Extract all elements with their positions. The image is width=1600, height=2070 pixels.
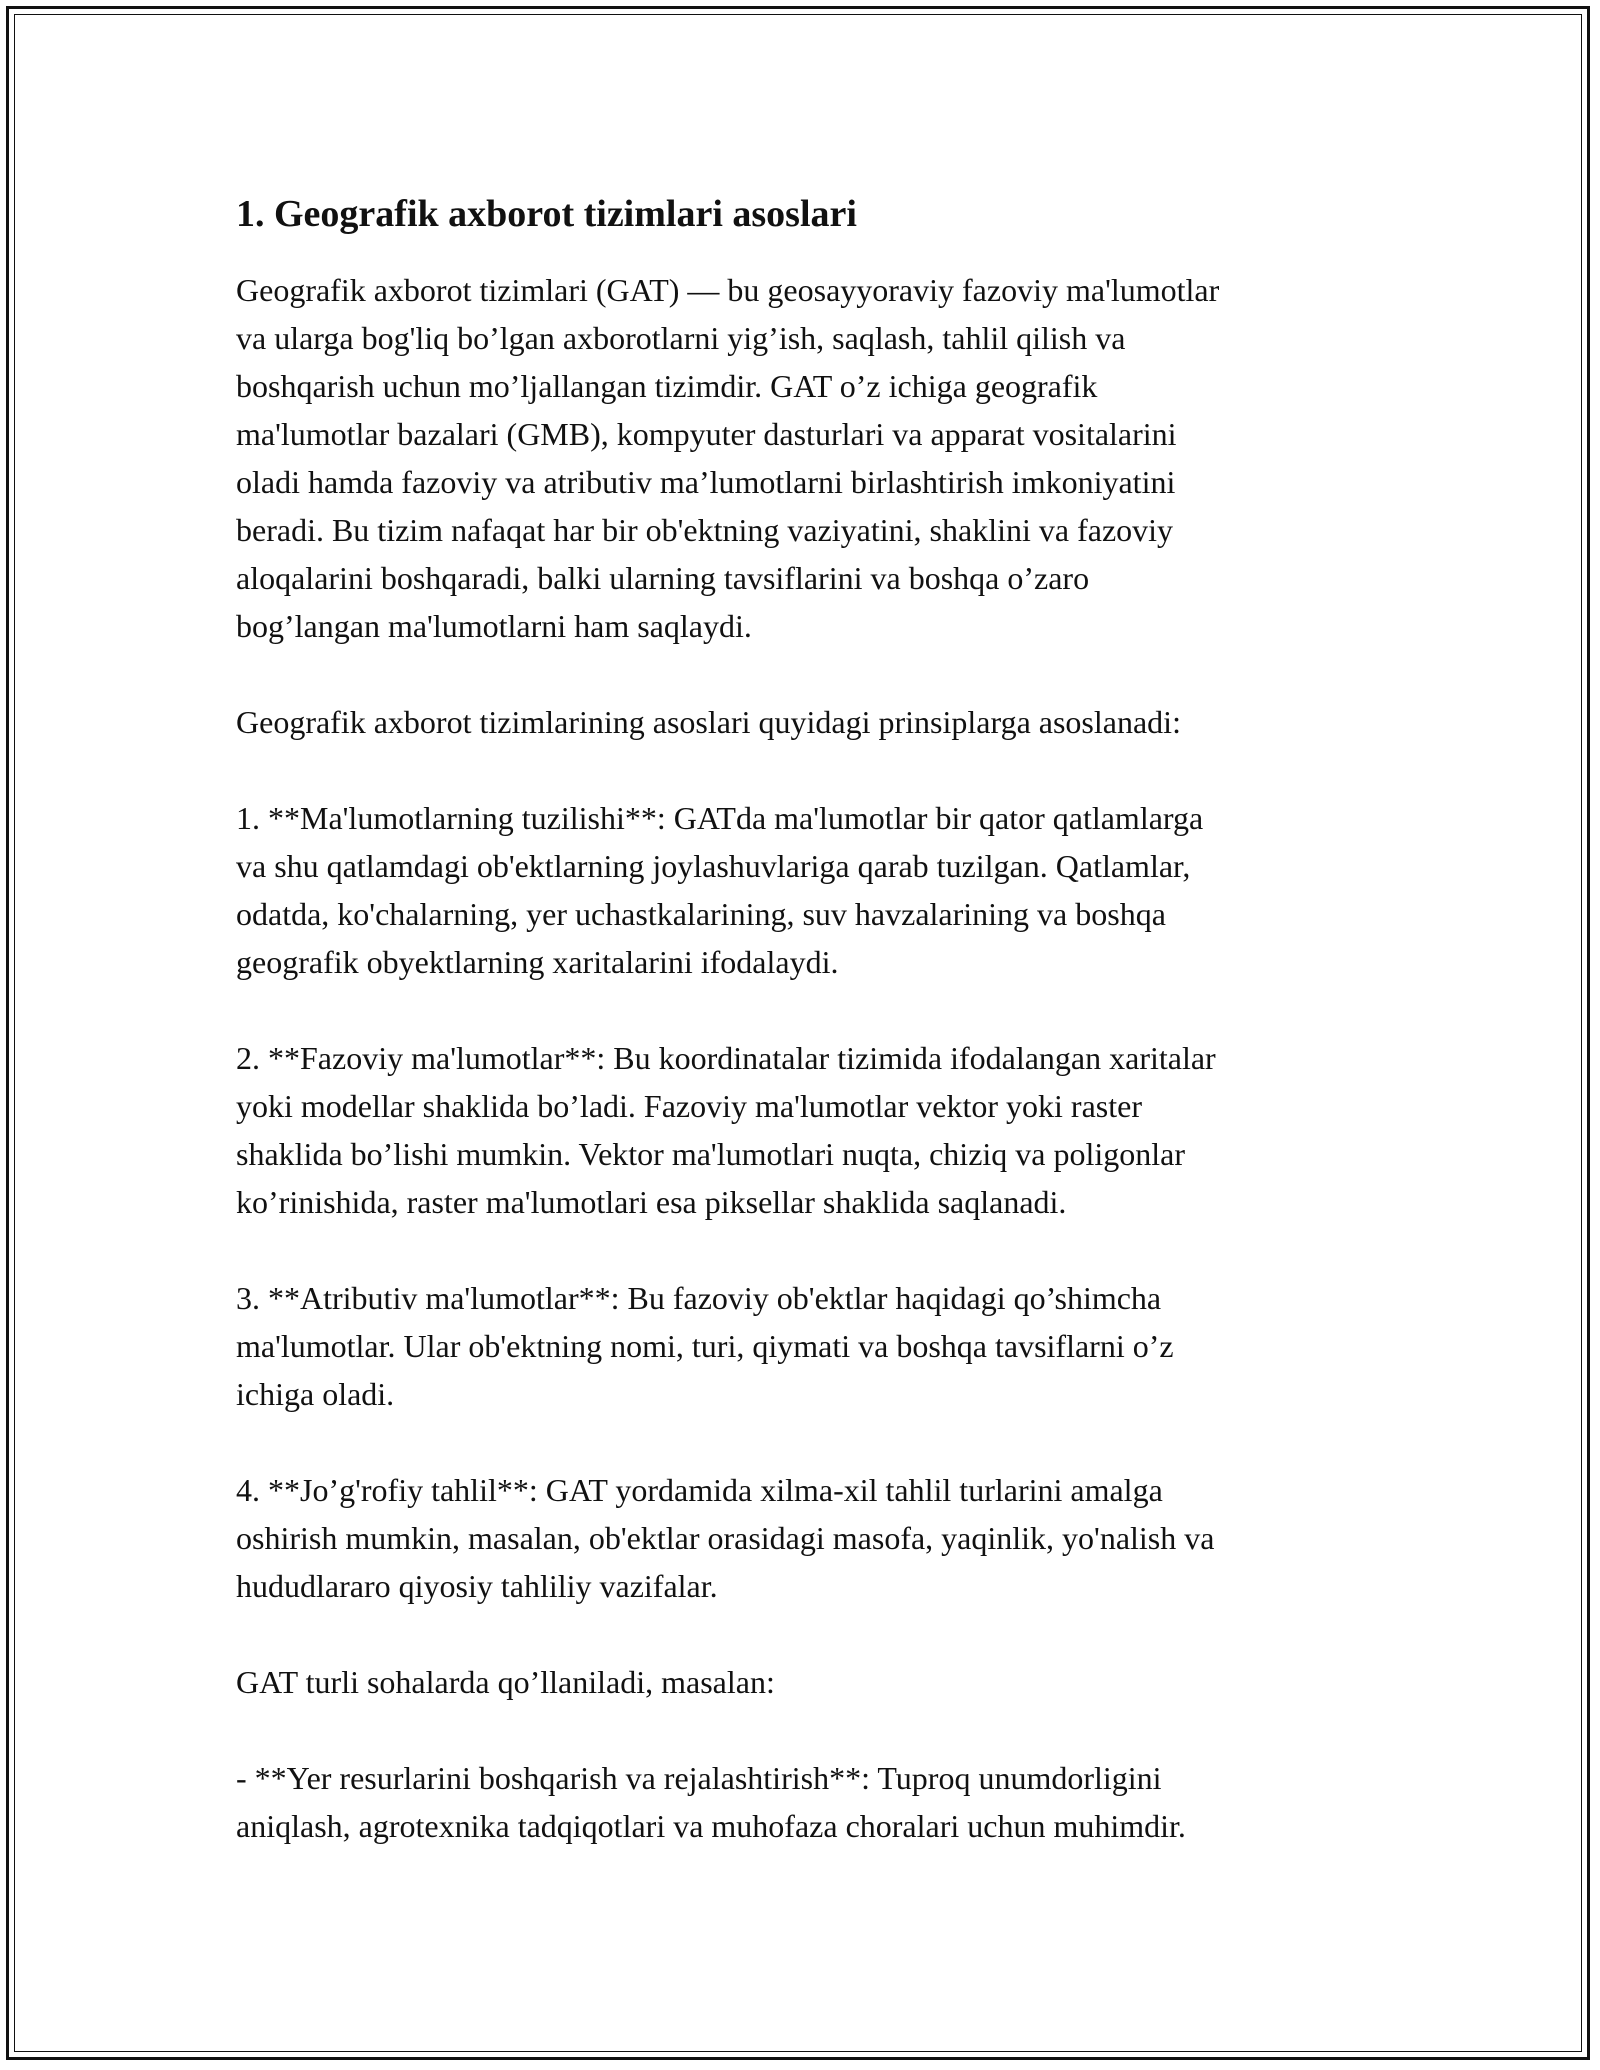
- document-body: [236, 184, 1376, 1898]
- principle-data-structure-paragraph: 1. **Ma'lumotlarning tuzilishi**: GATda ma'lumotlar bir qator qatlamlarga va shu qatlamdagi ob'ektlarning joylashuvlariga qarab tuzilgan. Qatlamlar, odatda, ko'chalarning, yer uchastkalarining, suv havzalarining va boshqa geografik obyektlarning xaritalarini ifodalaydi.: [236, 800, 1204, 980]
- principle-attribute-data-paragraph: 3. **Atributiv ma'lumotlar**: Bu fazoviy ob'ektlar haqidagi qo’shimcha ma'lumotlar. Ular ob'ektning nomi, turi, qiymati va boshqa tavsiflarni o’z ichiga oladi.: [236, 1280, 1174, 1412]
- principle-geographic-analysis-paragraph: 4. **Jo’g'rofiy tahlil**: GAT yordamida xilma-xil tahlil turlarini amalga oshirish mumkin, masalan, ob'ektlar orasidagi masofa, yaqinlik, yo'nalish va hududlararo qiyosiy tahliliy vazifalar.: [236, 1472, 1215, 1604]
- document-title: 1. Geografik axborot tizimlari asoslari: [236, 193, 857, 235]
- application-land-resources-paragraph: - **Yer resurlarini boshqarish va rejalashtirish**: Tuproq unumdorligini aniqlash, agrotexnika tadqiqotlari va muhofaza choralari uchun muhimdir.: [236, 1760, 1186, 1844]
- principles-intro-paragraph: Geografik axborot tizimlarining asoslari quyidagi prinsiplarga asoslanadi:: [236, 704, 1181, 740]
- principle-spatial-data-paragraph: 2. **Fazoviy ma'lumotlar**: Bu koordinatalar tizimida ifodalangan xaritalar yoki modellar shaklida bo’ladi. Fazoviy ma'lumotlar vektor yoki raster shaklida bo’lishi mumkin. Vektor ma'lumotlari nuqta, chiziq va poligonlar ko’rinishida, raster ma'lumotlari esa piksellar shaklida saqlanadi.: [236, 1040, 1216, 1220]
- intro-paragraph: Geografik axborot tizimlari (GAT) — bu geosayyoraviy fazoviy ma'lumotlar va ularga bog'liq bo’lgan axborotlarni yig’ish, saqlash, tahlil qilish va boshqarish uchun mo’ljallangan tizimdir. GAT o’z ichiga geografik ma'lumotlar bazalari (GMB), kompyuter dasturlari va apparat vositalarini oladi hamda fazoviy va atributiv ma’lumotlarni birlashtirish imkoniyatini beradi. Bu tizim nafaqat har bir ob'ektning vaziyatini, shaklini va fazoviy aloqalarini boshqaradi, balki ularning tavsiflarini va boshqa o’zaro bog’langan ma'lumotlarni ham saqlaydi.: [236, 272, 1220, 644]
- applications-intro-paragraph: GAT turli sohalarda qo’llaniladi, masalan:: [236, 1664, 775, 1700]
